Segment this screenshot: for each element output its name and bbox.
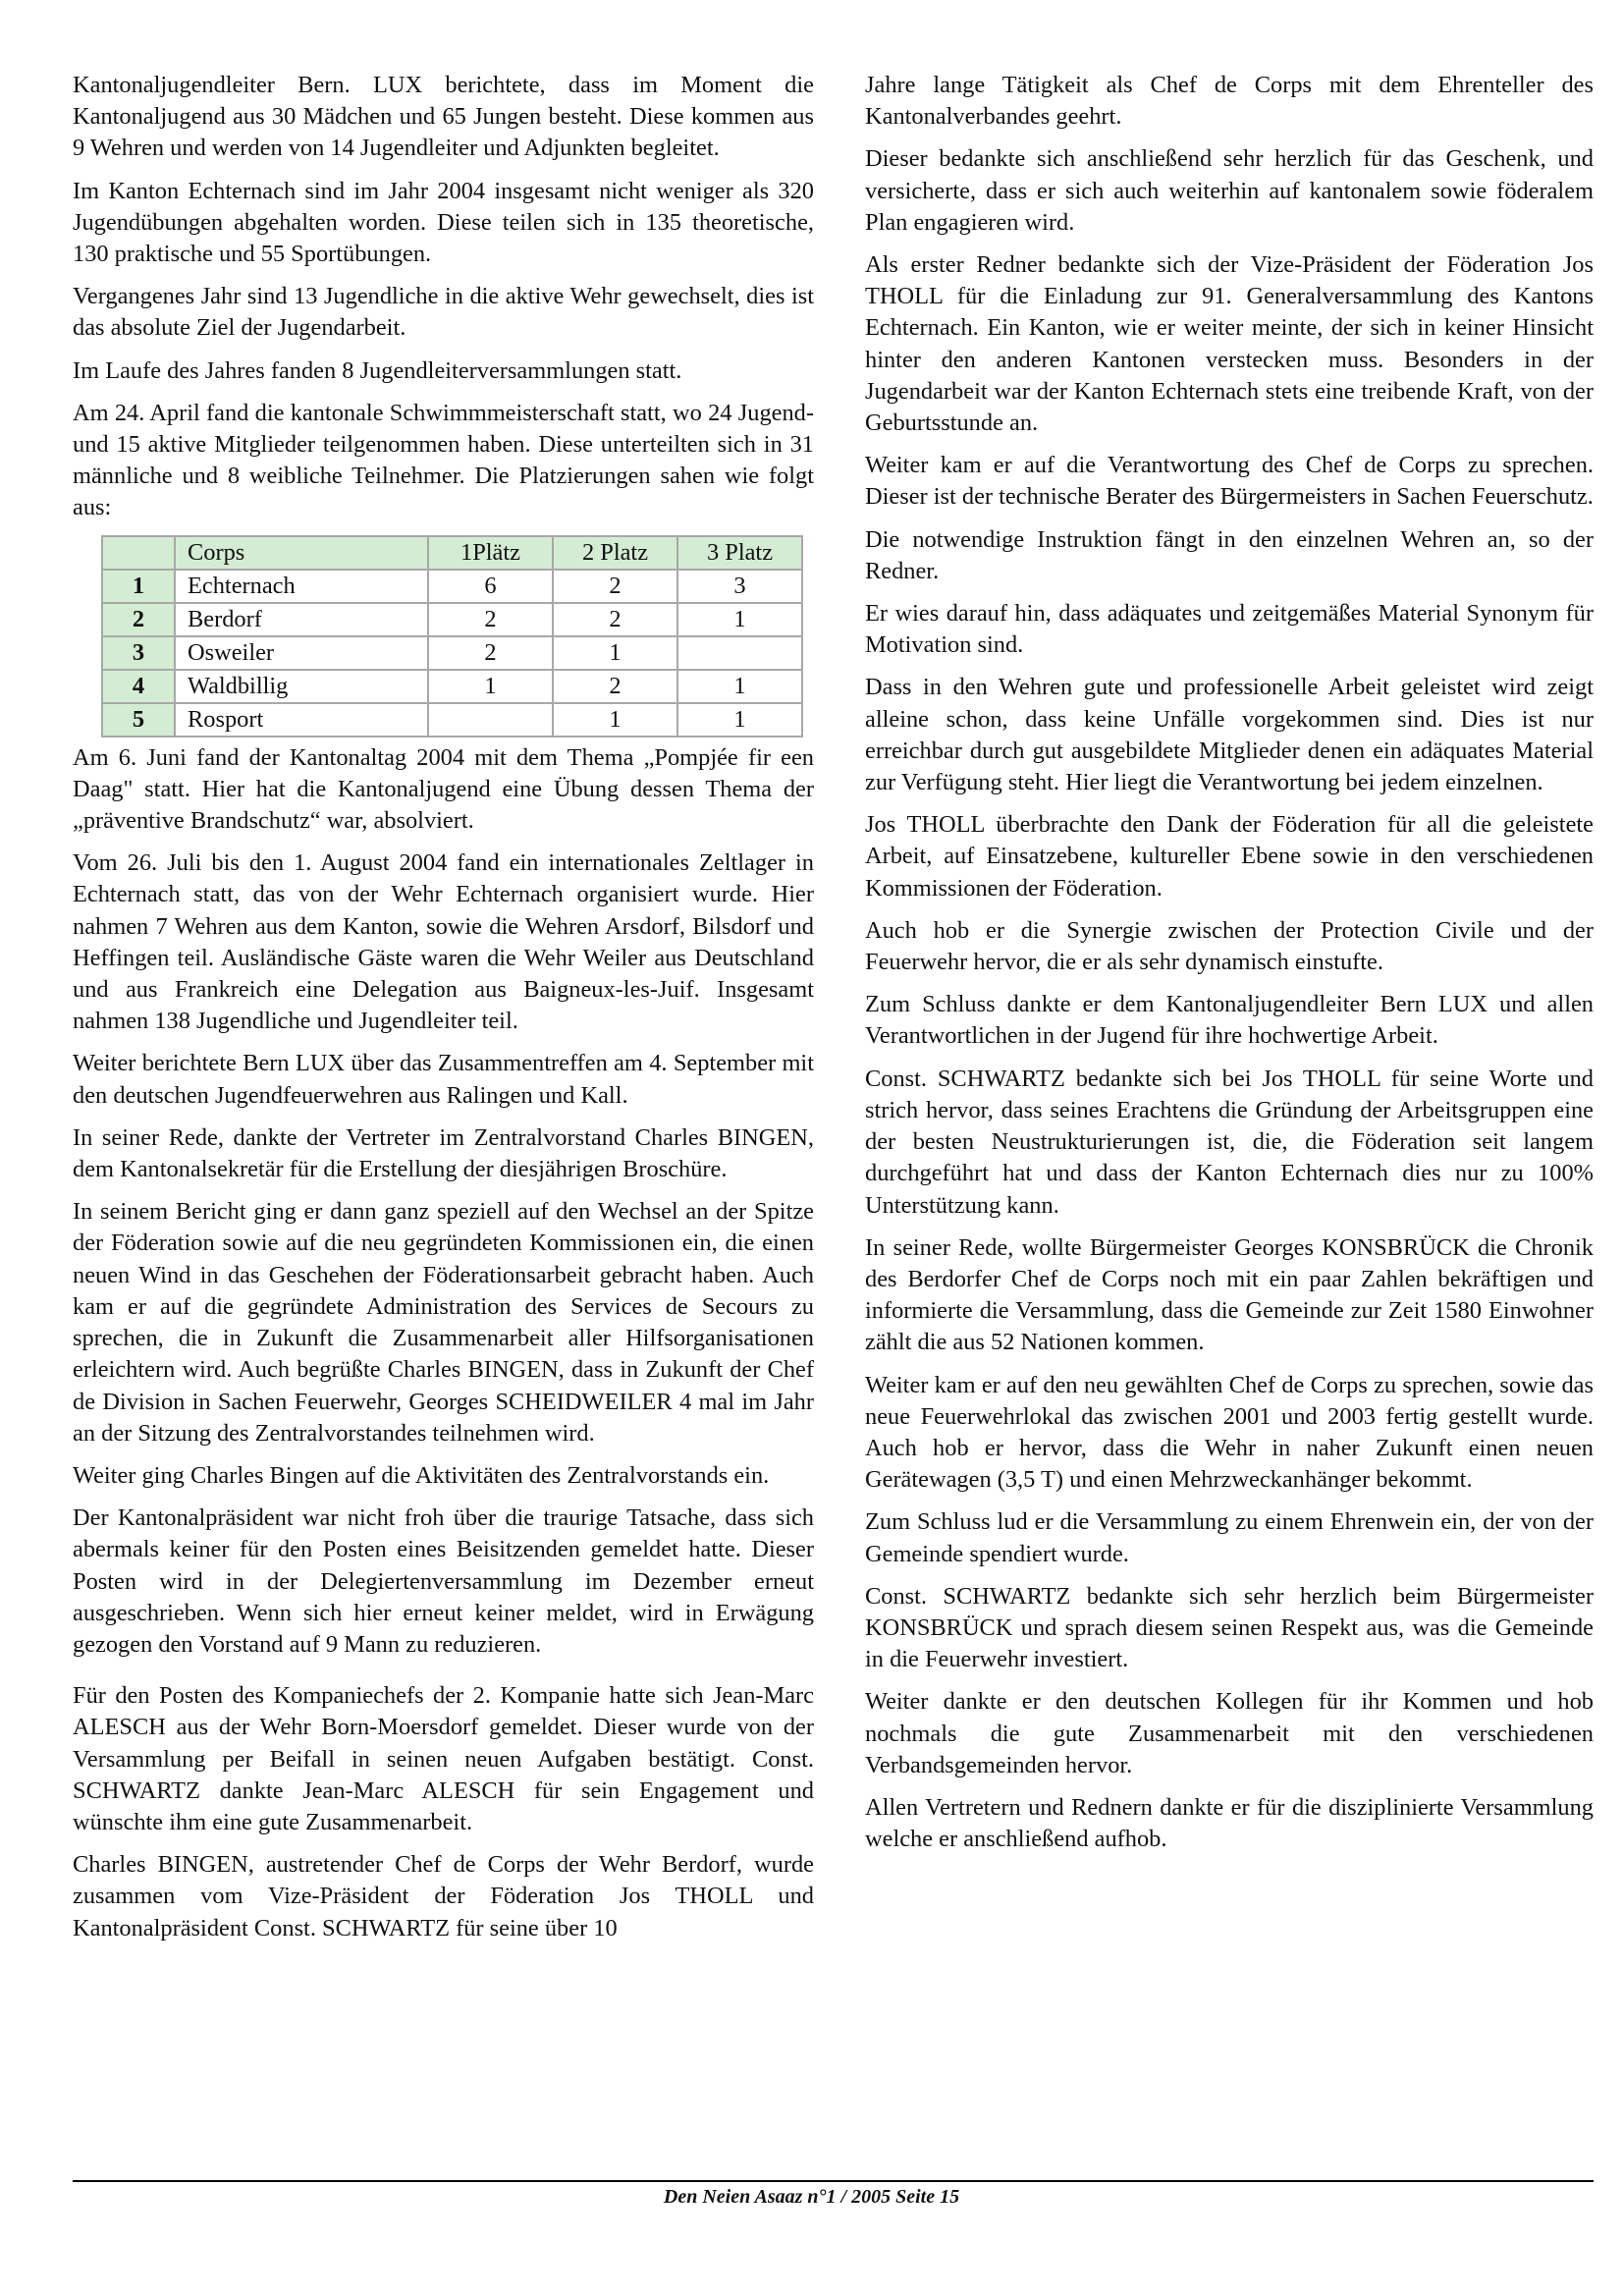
paragraph: Const. SCHWARTZ bedankte sich bei Jos THOLL für seine Worte und strich hervor, dass seines Erachtens die Gründung der Arbeitsgruppen eine der besten Neustrukturierungen ist, die, die Föderation seit langem durchgeführt hat und dass der Kanton Echternach dies nur zu 100% Unterstützung kann. — [865, 1065, 1594, 1219]
table-cell: Echternach — [175, 570, 428, 603]
paragraph: In seiner Rede, wollte Bürgermeister Georges KONSBRÜCK die Chronik des Berdorfer Chef de Corps noch mit ein paar Zahlen bekräftigen und informierte die Versammlung, dass die Gemeinde zur Zeit 1580 Einwohner zählt die aus 52 Nationen kommen. — [865, 1233, 1594, 1356]
footer-rule — [73, 2180, 1594, 2182]
page-footer: Den Neien Asaaz n°1 / 2005 Seite 15 — [663, 2186, 960, 2208]
paragraph: Die notwendige Instruktion fängt in den einzelnen Wehren an, so der Redner. — [865, 525, 1594, 584]
table-cell: 3 — [677, 570, 802, 603]
paragraph: Am 6. Juni fand der Kantonaltag 2004 mit dem Thema „Pompjée fir een Daag" statt. Hier hat die Kantonaljugend eine Übung dessen Thema der „präventive Brandschutz“ war, absolviert. — [73, 743, 814, 835]
left-text-block-b — [73, 742, 814, 1944]
table-row — [102, 570, 802, 603]
paragraph: Jahre lange Tätigkeit als Chef de Corps mit dem Ehrenteller des Kantonalverbandes geehrt. — [865, 72, 1594, 131]
paragraph: Jos THOLL überbrachte den Dank der Föderation für all die geleistete Arbeit, auf Einsatzebene, kultureller Ebene sowie in den verschiedenen Kommissionen der Föderation. — [865, 811, 1594, 902]
table-cell: 2 — [428, 603, 553, 636]
paragraph: Weiter dankte er den deutschen Kollegen für ihr Kommen und hob nochmals die gute Zusammenarbeit mit den verschiedenen Verbandsgemeinden hervor. — [865, 1688, 1594, 1778]
paragraph: Für den Posten des Kompaniechefs der 2. Kompanie hatte sich Jean-Marc ALESCH aus der Wehr Born-Moersdorf gemeldet. Dieser wurde von der Versammlung per Beifall in seinen neuen Aufgaben bestätigt. Const. SCHWARTZ dankte Jean-Marc ALESCH für sein Engagement und wünschte ihm eine gute Zusammenarbeit. — [73, 1682, 814, 1835]
table-cell: 1 — [553, 703, 677, 737]
table-row — [102, 703, 802, 737]
table-header-cell: 2 Platz — [553, 536, 677, 570]
paragraph: In seiner Rede, dankte der Vertreter im Zentralvorstand Charles BINGEN, dem Kantonalsekretär für die Erstellung der diesjährigen Broschüre. — [73, 1123, 814, 1183]
table-cell: 6 — [428, 570, 553, 603]
table-cell — [428, 703, 553, 737]
right-column — [865, 70, 1594, 1866]
paragraph: Im Laufe des Jahres fanden 8 Jugendleiterversammlungen statt. — [73, 356, 682, 384]
paragraph: Vom 26. Juli bis den 1. August 2004 fand ein internationales Zeltlager in Echternach statt, das von der Wehr Echternach organisiert wurde. Hier nahmen 7 Wehren aus dem Kanton, sowie die Wehren Arsdorf, Bilsdorf und Heffingen teil. Ausländische Gäste waren die Wehr Weiler aus Deutschland und aus Frankreich eine Delegation aus Baigneux-les-Juif. Insgesamt nahmen 138 Jugendliche und Jugendleiter teil. — [73, 849, 814, 1035]
table-cell — [677, 636, 802, 670]
table-cell: Rosport — [175, 703, 428, 737]
table-row — [102, 636, 802, 670]
table-cell: 1 — [428, 670, 553, 703]
paragraph: Weiter kam er auf die Verantwortung des Chef de Corps zu sprechen. Dieser ist der technische Berater des Bürgermeisters in Sachen Feuerschutz. — [865, 452, 1594, 511]
paragraph: Charles BINGEN, austretender Chef de Corps der Wehr Berdorf, wurde zusammen vom Vize-Präsident der Föderation Jos THOLL und Kantonalpräsident Const. SCHWARTZ für seine über 10 — [73, 1851, 814, 1941]
paragraph: Dieser bedankte sich anschließend sehr herzlich für das Geschenk, und versicherte, dass er sich auch weiterhin auf kantonalem sowie föderalem Plan engagieren wird. — [865, 145, 1594, 236]
table-cell: 2 — [553, 603, 677, 636]
table-cell: 1 — [677, 703, 802, 737]
paragraph: Zum Schluss dankte er dem Kantonaljugendleiter Bern LUX und allen Verantwortlichen in der Jugend für ihre hochwertige Arbeit. — [865, 991, 1594, 1050]
rank-cell: 3 — [102, 636, 175, 670]
table-header-cell: 1Plätz — [428, 536, 553, 570]
table-row — [102, 603, 802, 636]
paragraph: Als erster Redner bedankte sich der Vize-Präsident der Föderation Jos THOLL für die Einladung zur 91. Generalversammlung des Kantons Echternach. Ein Kanton, wie er weiter meinte, der sich in keiner Hinsicht hinter den anderen Kantonen verstecken muss. Besonders in der Jugendarbeit war der Kanton Echternach stets eine treibende Kraft, von der Geburtsstunde an. — [865, 251, 1594, 437]
table-cell: 2 — [553, 570, 677, 603]
table-cell: Berdorf — [175, 603, 428, 636]
paragraph: Weiter ging Charles Bingen auf die Aktivitäten des Zentralvorstands ein. — [73, 1461, 770, 1489]
table-cell: Waldbillig — [175, 670, 428, 703]
paragraph: Kantonaljugendleiter Bern. LUX berichtete, dass im Moment die Kantonaljugend aus 30 Mädchen und 65 Jungen besteht. Diese kommen aus 9 Wehren und werden von 14 Jugendleiter und Adjunkten begleitet. — [73, 72, 814, 162]
rank-cell: 1 — [102, 570, 175, 603]
left-text-block-a — [73, 70, 814, 524]
table-row — [102, 670, 802, 703]
paragraph: Im Kanton Echternach sind im Jahr 2004 insgesamt nicht weniger als 320 Jugendübungen abgehalten worden. Diese teilen sich in 135 theoretische, 130 praktische und 55 Sportübungen. — [73, 177, 814, 268]
table-cell: 2 — [428, 636, 553, 670]
table-header-cell: 3 Platz — [677, 536, 802, 570]
left-column — [73, 70, 814, 1955]
placements-table — [101, 535, 803, 738]
table-cell: 2 — [553, 670, 677, 703]
table-cell: Osweiler — [175, 636, 428, 670]
paragraph: Zum Schluss lud er die Versammlung zu einem Ehrenwein ein, der von der Gemeinde spendiert wurde. — [865, 1508, 1594, 1567]
paragraph: In seinem Bericht ging er dann ganz speziell auf den Wechsel an der Spitze der Föderation sowie auf die neu gegründeten Kommissionen ein, die einen neuen Wind in das Geschehen der Föderationsarbeit gebracht haben. Auch kam er auf die gegründete Administration des Services de Secours zu sprechen, die in Zukunft die Zusammenarbeit aller Hilfsorganisationen erleichtern wird. Auch begrüßte Charles BINGEN, dass in Zukunft der Chef de Division in Sachen Feuerwehr, Georges SCHEIDWEILER 4 mal im Jahr an der Sitzung des Zentralvorstandes teilnehmen wird. — [73, 1198, 814, 1447]
table-cell: 1 — [553, 636, 677, 670]
right-text-block — [865, 70, 1594, 1855]
paragraph: Vergangenes Jahr sind 13 Jugendliche in die aktive Wehr gewechselt, dies ist das absolute Ziel der Jugendarbeit. — [73, 283, 814, 342]
paragraph: Der Kantonalpräsident war nicht froh über die traurige Tatsache, dass sich abermals keiner für den Posten eines Beisitzenden gemeldet hatte. Dieser Posten wird in der Delegiertenversammlung im Dezember erneut ausgeschrieben. Wenn sich hier erneut keiner meldet, wird in Erwägung gezogen den Vorstand auf 9 Mann zu reduzieren. — [73, 1504, 814, 1658]
table-header-cell: Corps — [175, 536, 428, 570]
paragraph: Er wies darauf hin, dass adäquates und zeitgemäßes Material Synonym für Motivation sind. — [865, 600, 1594, 659]
table-header-cell — [102, 536, 175, 570]
paragraph: Const. SCHWARTZ bedankte sich sehr herzlich beim Bürgermeister KONSBRÜCK und sprach diesem seinen Respekt aus, was die Gemeinde in die Feuerwehr investiert. — [865, 1582, 1594, 1673]
rank-cell: 2 — [102, 603, 175, 636]
table-cell: 1 — [677, 603, 802, 636]
rank-cell: 5 — [102, 703, 175, 737]
paragraph: Weiter kam er auf den neu gewählten Chef de Corps zu sprechen, sowie das neue Feuerwehrlokal das zwischen 2001 und 2003 fertig gestellt wurde. Auch hob er hervor, dass die Wehr in naher Zukunft einen neuen Gerätewagen (3,5 T) und einen Mehrzweckanhänger bekommt. — [865, 1371, 1594, 1494]
paragraph: Allen Vertretern und Rednern dankte er für die disziplinierte Versammlung welche er anschließend aufhob. — [865, 1793, 1594, 1853]
paragraph: Am 24. April fand die kantonale Schwimmmeisterschaft statt, wo 24 Jugend- und 15 aktive Mitglieder teilgenommen haben. Diese unterteilten sich in 31 männliche und 8 weibliche Teilnehmer. Die Platzierungen sahen wie folgt aus: — [73, 399, 814, 521]
rank-cell: 4 — [102, 670, 175, 703]
table-header-row — [102, 536, 802, 570]
paragraph: Auch hob er die Synergie zwischen der Protection Civile und der Feuerwehr hervor, die er als sehr dynamisch einstufte. — [865, 916, 1594, 976]
paragraph: Weiter berichtete Bern LUX über das Zusammentreffen am 4. September mit den deutschen Jugendfeuerwehren aus Ralingen und Kall. — [73, 1050, 814, 1109]
paragraph: Dass in den Wehren gute und professionelle Arbeit geleistet wird zeigt alleine schon, dass keine Unfälle vorgekommen sind. Dies ist nur erreichbar durch gut ausgebildete Mitglieder denen ein adäquates Material zur Verfügung steht. Hier liegt die Verantwortung bei jedem einzelnen. — [865, 674, 1594, 796]
table-cell: 1 — [677, 670, 802, 703]
